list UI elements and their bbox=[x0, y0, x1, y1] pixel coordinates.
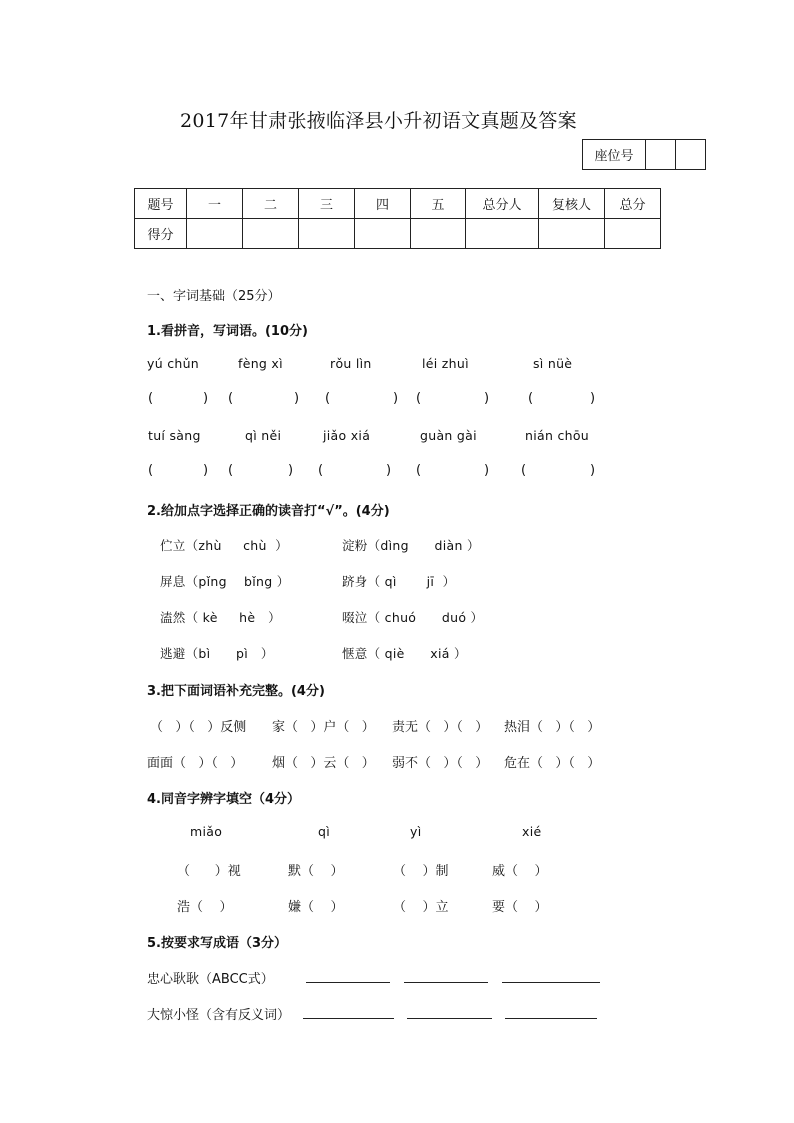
reading-choice-item[interactable]: 跻身（ qì jī ） bbox=[342, 574, 456, 589]
reading-choice-item[interactable]: 溘然（ kè hè ） bbox=[160, 610, 281, 625]
answer-blank-close: ) bbox=[484, 463, 490, 478]
question-5-heading: 5.按要求写成语（3分） bbox=[147, 936, 288, 951]
answer-blank-close: ) bbox=[590, 463, 596, 478]
score-header: 五 bbox=[411, 189, 466, 219]
homophone-pinyin: yì bbox=[410, 824, 422, 839]
homophone-fill-item[interactable]: 威（ ） bbox=[492, 864, 548, 879]
homophone-fill-item[interactable]: （ ）视 bbox=[177, 864, 241, 879]
score-header: 二 bbox=[243, 189, 299, 219]
answer-line[interactable] bbox=[505, 1006, 597, 1019]
answer-blank[interactable]: ( bbox=[325, 391, 331, 406]
idiom-fill-item[interactable]: 危在（ ）（ ） bbox=[504, 756, 601, 771]
seat-number-box[interactable] bbox=[676, 140, 706, 170]
answer-blank[interactable]: ( bbox=[228, 391, 234, 406]
reading-choice-item[interactable]: 伫立（zhù chù ） bbox=[160, 538, 289, 553]
seat-number-label: 座位号 bbox=[583, 140, 646, 170]
reading-choice-item[interactable]: 惬意（ qiè xiá ） bbox=[342, 646, 467, 661]
score-table-score-row bbox=[135, 219, 661, 249]
section-heading: 一、字词基础（25分） bbox=[147, 289, 281, 304]
answer-line[interactable] bbox=[306, 970, 390, 983]
homophone-fill-item[interactable]: （ ）制 bbox=[393, 864, 449, 879]
score-cell[interactable] bbox=[187, 219, 243, 249]
pinyin-item: léi zhuì bbox=[422, 356, 469, 371]
answer-blank-close: ) bbox=[393, 391, 399, 406]
idiom-fill-item[interactable]: 烟（ ）云（ ） bbox=[272, 756, 375, 771]
idiom-fill-item[interactable]: （ ）（ ）反侧 bbox=[150, 720, 247, 735]
score-header: 四 bbox=[355, 189, 411, 219]
score-cell[interactable] bbox=[243, 219, 299, 249]
score-row-label: 得分 bbox=[135, 219, 187, 249]
score-table-header-row bbox=[135, 189, 661, 219]
score-header: 一 bbox=[187, 189, 243, 219]
pinyin-item: fèng xì bbox=[238, 356, 283, 371]
idiom-requirement: 忠心耿耿（ABCC式） bbox=[147, 972, 274, 987]
score-table bbox=[134, 188, 661, 249]
question-3-heading: 3.把下面词语补充完整。(4分) bbox=[147, 684, 325, 699]
answer-line[interactable] bbox=[303, 1006, 394, 1019]
score-cell[interactable] bbox=[466, 219, 539, 249]
question-4-heading: 4.同音字辨字填空（4分） bbox=[147, 792, 301, 807]
score-cell[interactable] bbox=[411, 219, 466, 249]
answer-blank[interactable]: ( bbox=[528, 391, 534, 406]
pinyin-item: jiǎo xiá bbox=[323, 428, 371, 443]
homophone-pinyin: qì bbox=[318, 824, 331, 839]
idiom-fill-item[interactable]: 热泪（ ）（ ） bbox=[504, 720, 601, 735]
pinyin-item: qì něi bbox=[245, 428, 282, 443]
score-cell[interactable] bbox=[299, 219, 355, 249]
idiom-fill-item[interactable]: 家（ ）户（ ） bbox=[272, 720, 375, 735]
score-header: 总分 bbox=[605, 189, 661, 219]
score-header: 三 bbox=[299, 189, 355, 219]
pinyin-item: yú chǔn bbox=[147, 356, 200, 371]
score-cell[interactable] bbox=[355, 219, 411, 249]
homophone-fill-item[interactable]: 要（ ） bbox=[492, 900, 548, 915]
answer-blank-close: ) bbox=[288, 463, 294, 478]
homophone-fill-item[interactable]: 嫌（ ） bbox=[288, 900, 344, 915]
answer-line[interactable] bbox=[502, 970, 600, 983]
homophone-fill-item[interactable]: 浩（ ） bbox=[177, 900, 233, 915]
homophone-pinyin: xié bbox=[522, 824, 542, 839]
page-title: 2017年甘肃张掖临泽县小升初语文真题及答案 bbox=[180, 110, 577, 132]
seat-number-box[interactable] bbox=[646, 140, 676, 170]
score-cell[interactable] bbox=[539, 219, 605, 249]
answer-blank-close: ) bbox=[590, 391, 596, 406]
answer-blank[interactable]: ( bbox=[148, 463, 154, 478]
score-header: 总分人 bbox=[466, 189, 539, 219]
answer-blank[interactable]: ( bbox=[228, 463, 234, 478]
question-1-heading: 1.看拼音，写词语。(10分) bbox=[147, 324, 308, 339]
answer-blank-close: ) bbox=[484, 391, 490, 406]
answer-blank-close: ) bbox=[386, 463, 392, 478]
score-header: 复核人 bbox=[539, 189, 605, 219]
pinyin-item: rǒu lìn bbox=[330, 356, 372, 371]
answer-blank-close: ) bbox=[203, 391, 209, 406]
idiom-fill-item[interactable]: 弱不（ ）（ ） bbox=[392, 756, 489, 771]
homophone-fill-item[interactable]: （ ）立 bbox=[393, 900, 449, 915]
reading-choice-item[interactable]: 淀粉（dìng diàn ） bbox=[342, 538, 480, 553]
pinyin-item: nián chōu bbox=[525, 428, 590, 443]
reading-choice-item[interactable]: 啜泣（ chuó duó ） bbox=[342, 610, 484, 625]
answer-blank[interactable]: ( bbox=[416, 391, 422, 406]
pinyin-item: sì nüè bbox=[533, 356, 573, 371]
homophone-fill-item[interactable]: 默（ ） bbox=[288, 864, 344, 879]
score-cell[interactable] bbox=[605, 219, 661, 249]
answer-blank[interactable]: ( bbox=[521, 463, 527, 478]
idiom-fill-item[interactable]: 责无（ ）（ ） bbox=[392, 720, 489, 735]
homophone-pinyin: miǎo bbox=[190, 824, 223, 839]
idiom-fill-item[interactable]: 面面（ ）（ ） bbox=[147, 756, 244, 771]
answer-blank-close: ) bbox=[294, 391, 300, 406]
answer-line[interactable] bbox=[407, 1006, 492, 1019]
idiom-requirement: 大惊小怪（含有反义词） bbox=[147, 1008, 291, 1023]
score-header: 题号 bbox=[135, 189, 187, 219]
reading-choice-item[interactable]: 屏息（pǐng bǐng ） bbox=[160, 574, 290, 589]
answer-blank[interactable]: ( bbox=[416, 463, 422, 478]
answer-blank[interactable]: ( bbox=[148, 391, 154, 406]
pinyin-item: tuí sàng bbox=[148, 428, 201, 443]
answer-line[interactable] bbox=[404, 970, 488, 983]
reading-choice-item[interactable]: 逃避（bì pì ） bbox=[160, 646, 274, 661]
seat-number-table bbox=[582, 139, 706, 170]
pinyin-item: guàn gài bbox=[420, 428, 477, 443]
question-2-heading: 2.给加点字选择正确的读音打“√”。(4分) bbox=[147, 504, 390, 519]
answer-blank-close: ) bbox=[203, 463, 209, 478]
answer-blank[interactable]: ( bbox=[318, 463, 324, 478]
